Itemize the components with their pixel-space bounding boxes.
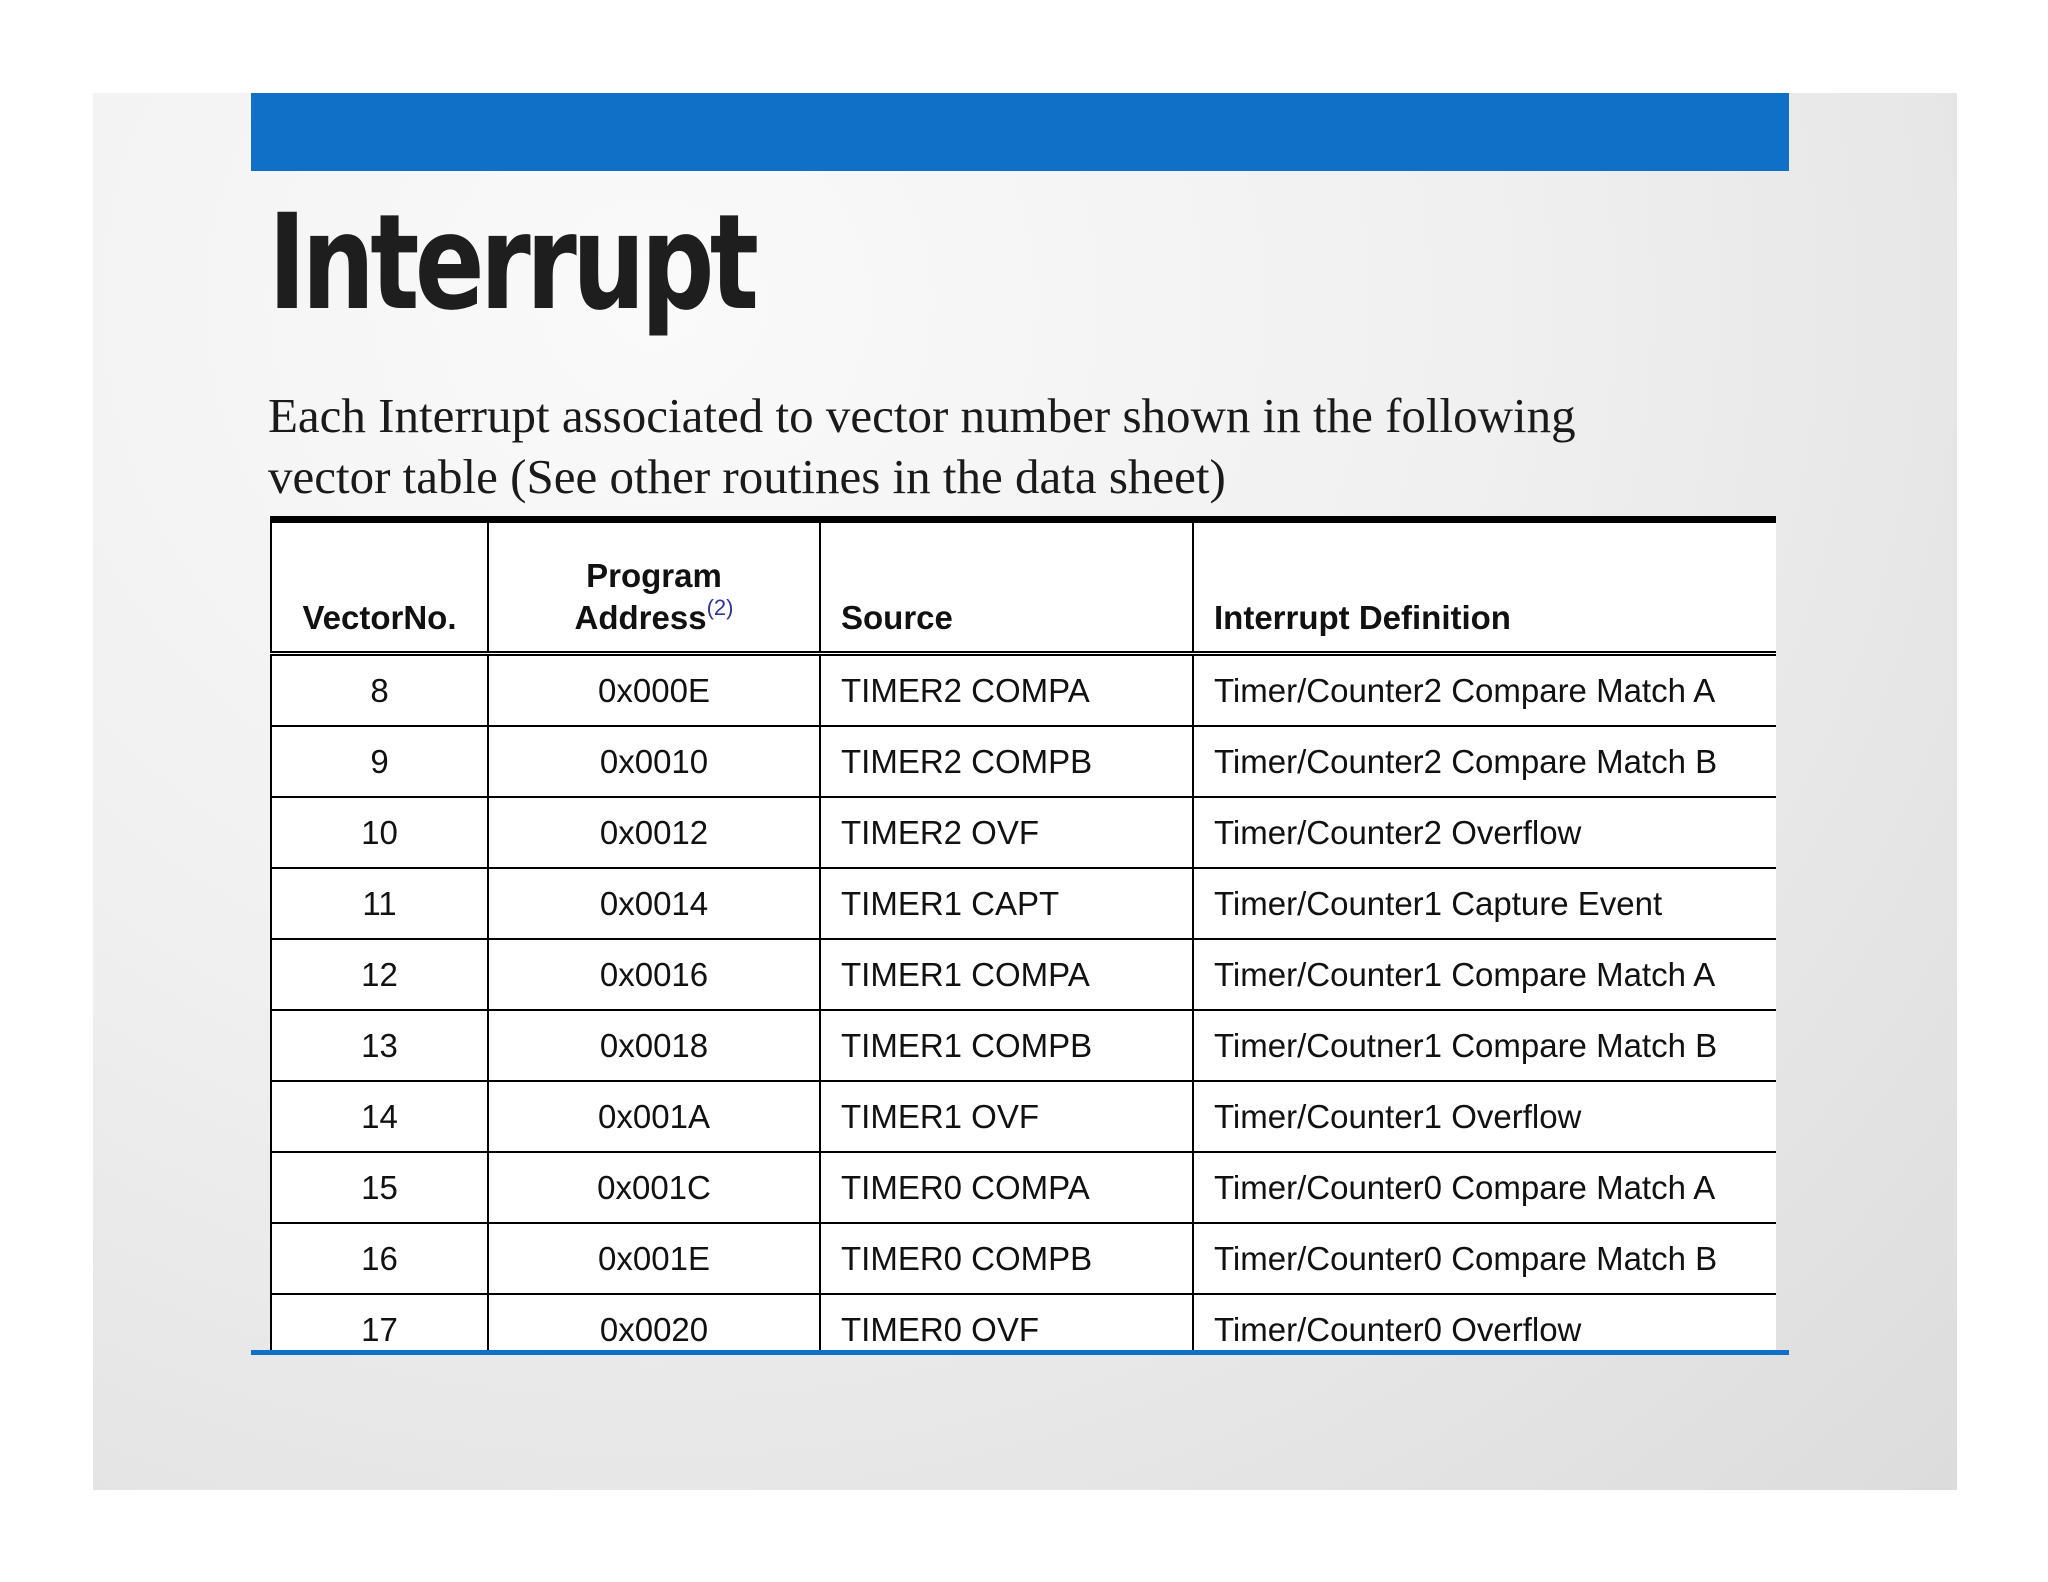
cell-address: 0x0012 xyxy=(488,797,820,868)
slide-title: Interrupt xyxy=(268,186,755,340)
header-interrupt-definition: Interrupt Definition xyxy=(1193,520,1776,654)
cell-address: 0x0016 xyxy=(488,939,820,1010)
cell-address: 0x001E xyxy=(488,1223,820,1294)
cell-address: 0x0010 xyxy=(488,726,820,797)
cell-definition: Timer/Counter0 Overflow xyxy=(1193,1294,1776,1352)
cell-vector: 9 xyxy=(271,726,488,797)
cell-address: 0x0018 xyxy=(488,1010,820,1081)
cell-definition: Timer/Coutner1 Compare Match B xyxy=(1193,1010,1776,1081)
table-row xyxy=(271,654,1776,727)
vector-table-container xyxy=(270,516,1776,1352)
slide-subtitle xyxy=(268,385,1828,507)
table-row xyxy=(271,868,1776,939)
cell-source: TIMER2 COMPB xyxy=(820,726,1193,797)
cell-source: TIMER1 COMPA xyxy=(820,939,1193,1010)
cell-vector: 17 xyxy=(271,1294,488,1352)
cell-definition: Timer/Counter2 Overflow xyxy=(1193,797,1776,868)
cell-source: TIMER0 COMPB xyxy=(820,1223,1193,1294)
table-row xyxy=(271,1081,1776,1152)
cell-source: TIMER2 COMPA xyxy=(820,654,1193,727)
cell-address: 0x000E xyxy=(488,654,820,727)
header-program-line2: Address xyxy=(574,599,707,636)
cell-vector: 16 xyxy=(271,1223,488,1294)
cell-source: TIMER0 COMPA xyxy=(820,1152,1193,1223)
cell-address: 0x001A xyxy=(488,1081,820,1152)
cell-source: TIMER2 OVF xyxy=(820,797,1193,868)
header-vector-no: VectorNo. xyxy=(271,520,488,654)
subtitle-line-1: Each Interrupt associated to vector number shown in the following xyxy=(268,388,1576,443)
cell-definition: Timer/Counter2 Compare Match B xyxy=(1193,726,1776,797)
cell-address: 0x0020 xyxy=(488,1294,820,1352)
cell-source: TIMER1 CAPT xyxy=(820,868,1193,939)
bottom-accent-line xyxy=(251,1350,1789,1355)
cell-vector: 8 xyxy=(271,654,488,727)
table-row xyxy=(271,797,1776,868)
table-row xyxy=(271,939,1776,1010)
cell-source: TIMER0 OVF xyxy=(820,1294,1193,1352)
table-row xyxy=(271,726,1776,797)
cell-definition: Timer/Counter0 Compare Match B xyxy=(1193,1223,1776,1294)
cell-address: 0x0014 xyxy=(488,868,820,939)
cell-definition: Timer/Counter1 Compare Match A xyxy=(1193,939,1776,1010)
cell-vector: 15 xyxy=(271,1152,488,1223)
cell-vector: 14 xyxy=(271,1081,488,1152)
cell-source: TIMER1 OVF xyxy=(820,1081,1193,1152)
footnote-ref: (2) xyxy=(706,595,734,620)
cell-address: 0x001C xyxy=(488,1152,820,1223)
header-program-line1: Program xyxy=(586,557,722,594)
cell-definition: Timer/Counter2 Compare Match A xyxy=(1193,654,1776,727)
cell-definition: Timer/Counter0 Compare Match A xyxy=(1193,1152,1776,1223)
subtitle-line-2: vector table (See other routines in the data sheet) xyxy=(268,449,1226,504)
vector-table xyxy=(270,516,1776,1352)
table-row xyxy=(271,1223,1776,1294)
table-row xyxy=(271,1010,1776,1081)
cell-vector: 12 xyxy=(271,939,488,1010)
cell-vector: 11 xyxy=(271,868,488,939)
header-source: Source xyxy=(820,520,1193,654)
accent-bar xyxy=(251,93,1789,171)
table-header-row xyxy=(271,520,1776,654)
table-row xyxy=(271,1294,1776,1352)
cell-vector: 10 xyxy=(271,797,488,868)
cell-definition: Timer/Counter1 Overflow xyxy=(1193,1081,1776,1152)
cell-definition: Timer/Counter1 Capture Event xyxy=(1193,868,1776,939)
cell-vector: 13 xyxy=(271,1010,488,1081)
cell-source: TIMER1 COMPB xyxy=(820,1010,1193,1081)
table-row xyxy=(271,1152,1776,1223)
header-program-address xyxy=(488,520,820,654)
